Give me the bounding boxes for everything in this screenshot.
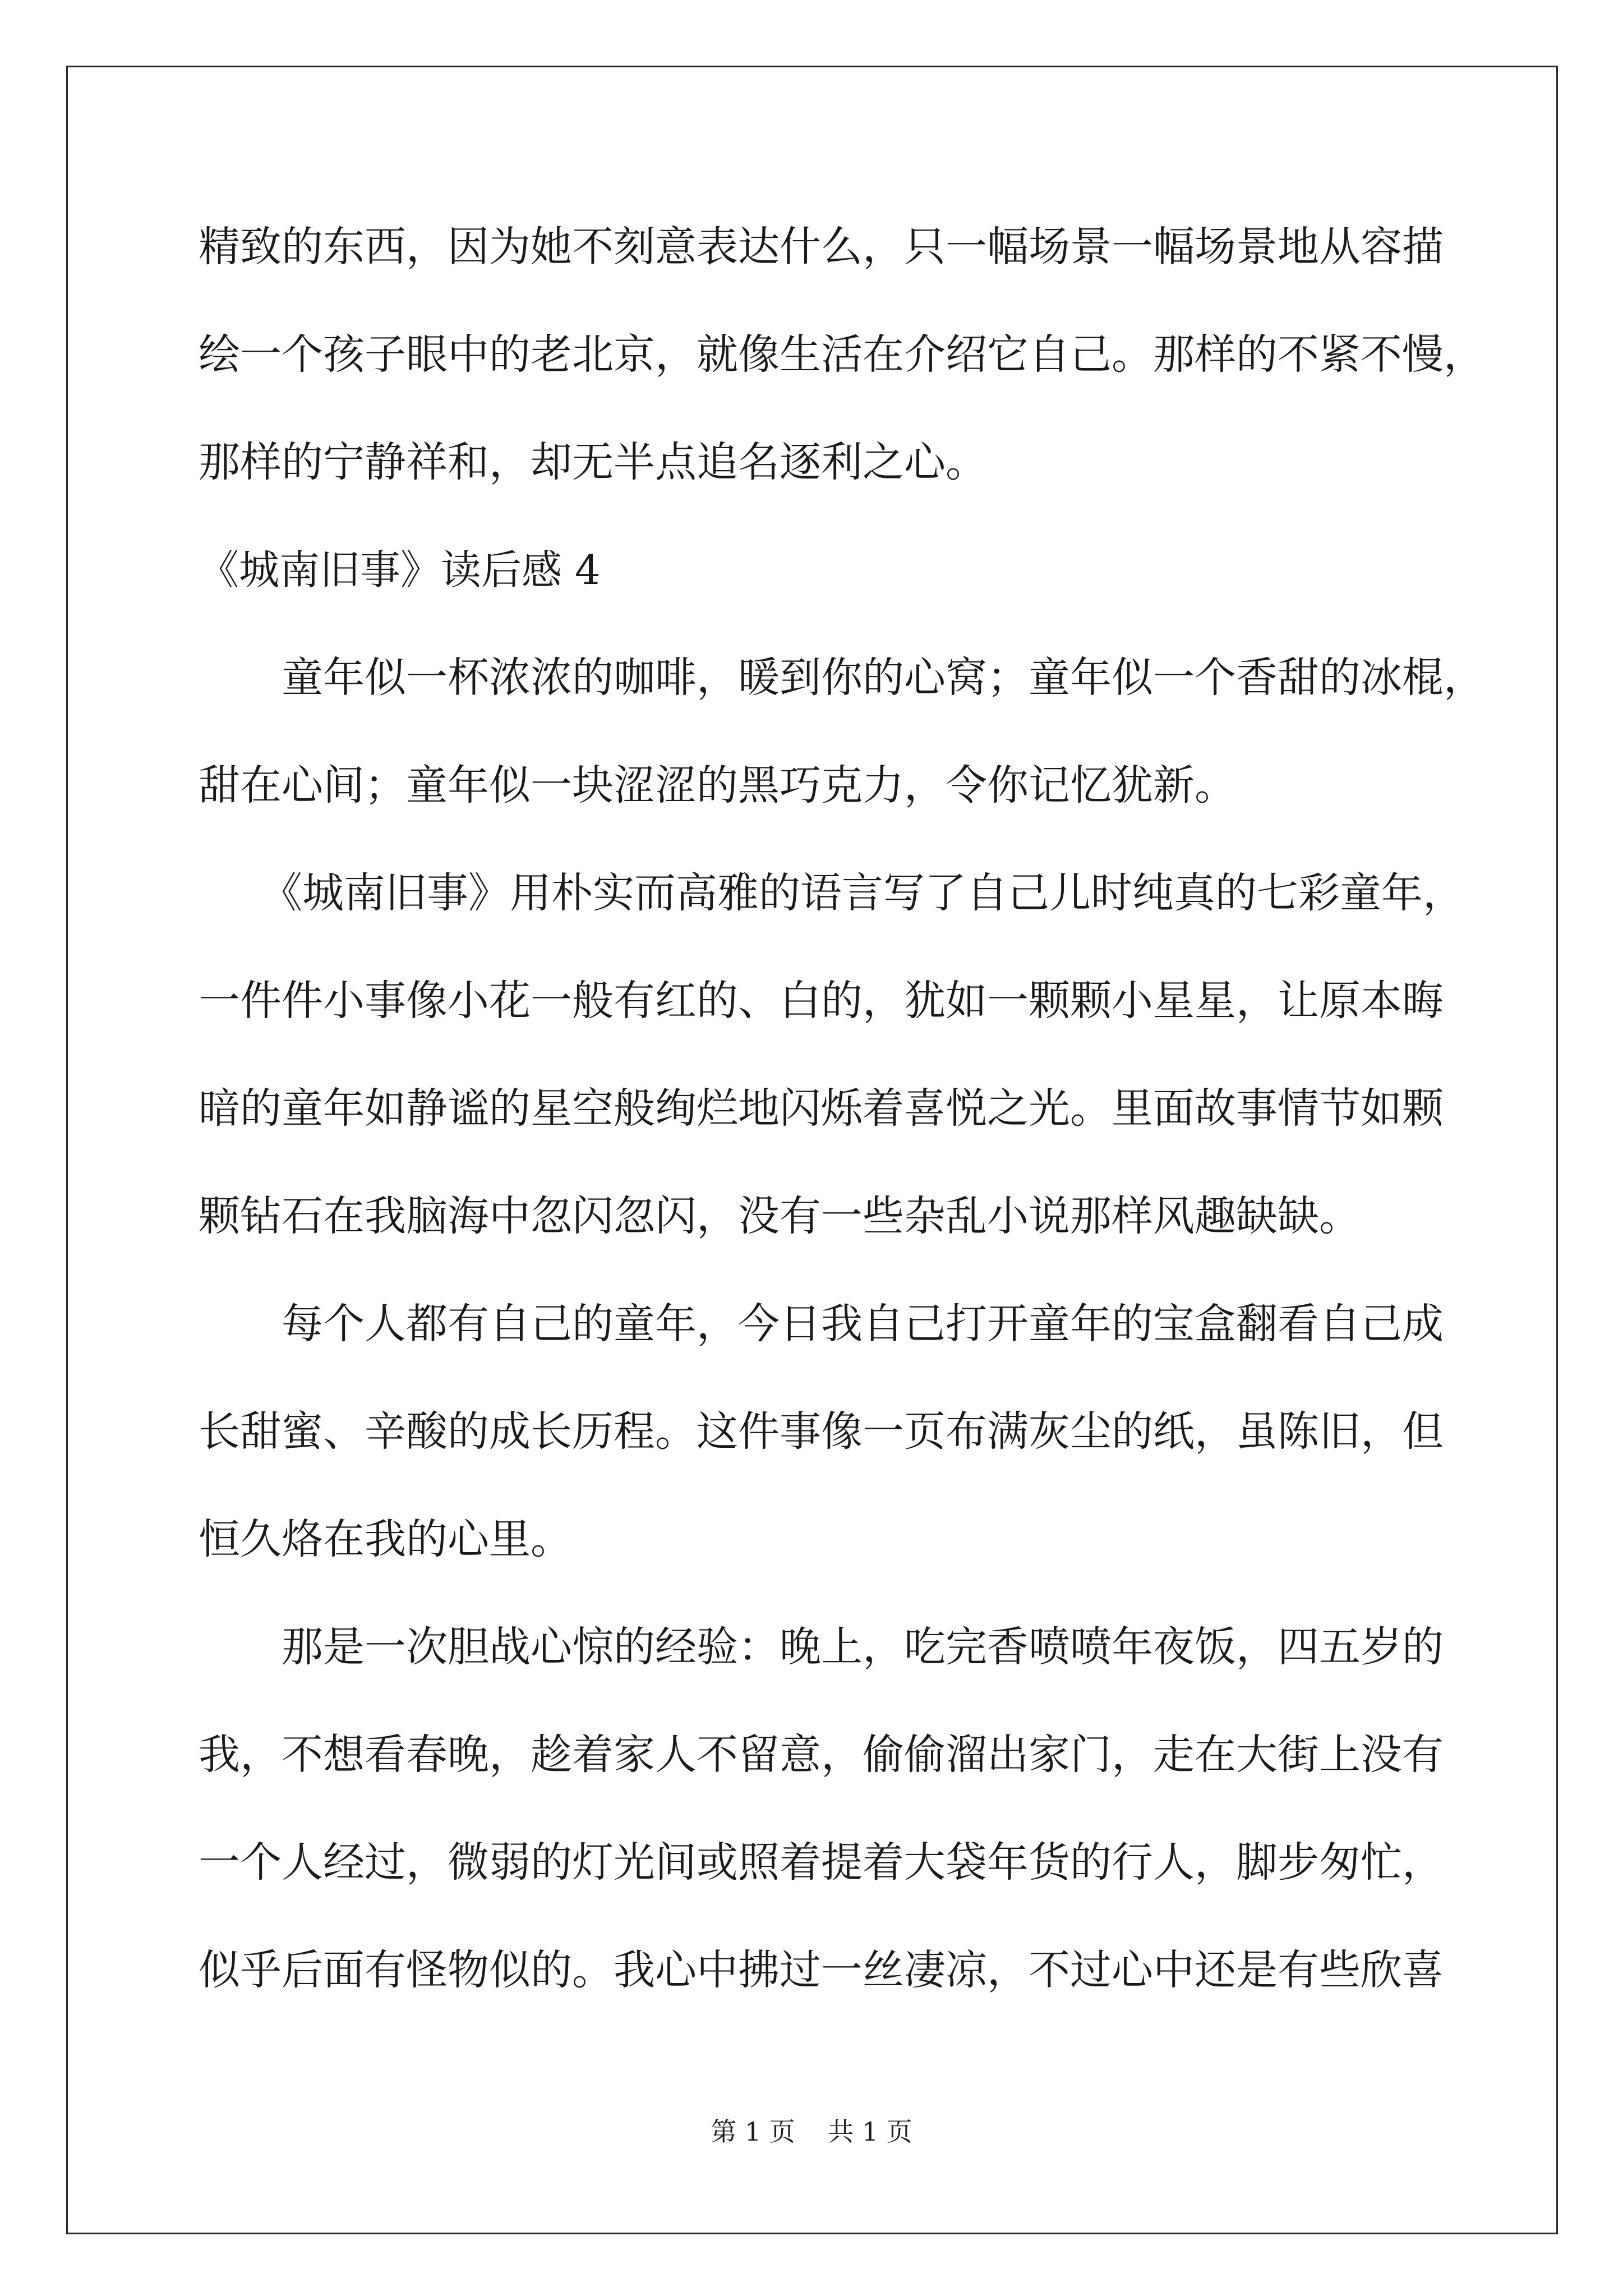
text-line: 长甜蜜、辛酸的成长历程。这件事像一页布满灰尘的纸，虽陈旧，但 [199, 1407, 1444, 1456]
text-line: 绘一个孩子眼中的老北京，就像生活在介绍它自己。那样的不紧不慢， [199, 330, 1485, 379]
page-footer: 第 1 页 共 1 页 [711, 2116, 912, 2147]
text-line: 恒久烙在我的心里。 [199, 1515, 572, 1563]
text-line: 我，不想看春晚，趁着家人不留意，偷偷溜出家门，走在大街上没有 [199, 1731, 1444, 1779]
text-line: 精致的东西，因为她不刻意表达什么，只一幅场景一幅场景地从容描 [199, 223, 1444, 271]
text-line: 那是一次胆战心惊的经验：晚上，吃完香喷喷年夜饭，四五岁的 [199, 1623, 1444, 1671]
text-line: 一件件小事像小花一般有红的、白的，犹如一颗颗小星星，让原本晦 [199, 977, 1444, 1025]
text-line: 《城南旧事》用朴实而高雅的语言写了自己儿时纯真的七彩童年， [199, 869, 1464, 917]
page-border [66, 66, 1558, 2234]
section-heading: 《城南旧事》读后感 4 [199, 546, 601, 593]
text-line: 似乎后面有怪物似的。我心中拂过一丝凄凉，不过心中还是有些欣喜 [199, 1946, 1444, 1994]
text-line: 甜在心间；童年似一块涩涩的黑巧克力，令你记忆犹新。 [199, 761, 1236, 809]
text-line: 暗的童年如静谧的星空般绚烂地闪烁着喜悦之光。里面故事情节如颗 [199, 1084, 1444, 1133]
text-line: 颗钻石在我脑海中忽闪忽闪，没有一些杂乱小说那样风趣缺缺。 [199, 1192, 1361, 1240]
text-line: 每个人都有自己的童年，今日我自己打开童年的宝盒翻看自己成 [199, 1300, 1444, 1348]
text-line: 一个人经过，微弱的灯光间或照着提着大袋年货的行人，脚步匆忙， [199, 1838, 1444, 1887]
text-line: 那样的宁静祥和，却无半点追名逐利之心。 [199, 438, 987, 486]
text-line: 童年似一杯浓浓的咖啡，暖到你的心窝；童年似一个香甜的冰棍， [199, 654, 1485, 702]
